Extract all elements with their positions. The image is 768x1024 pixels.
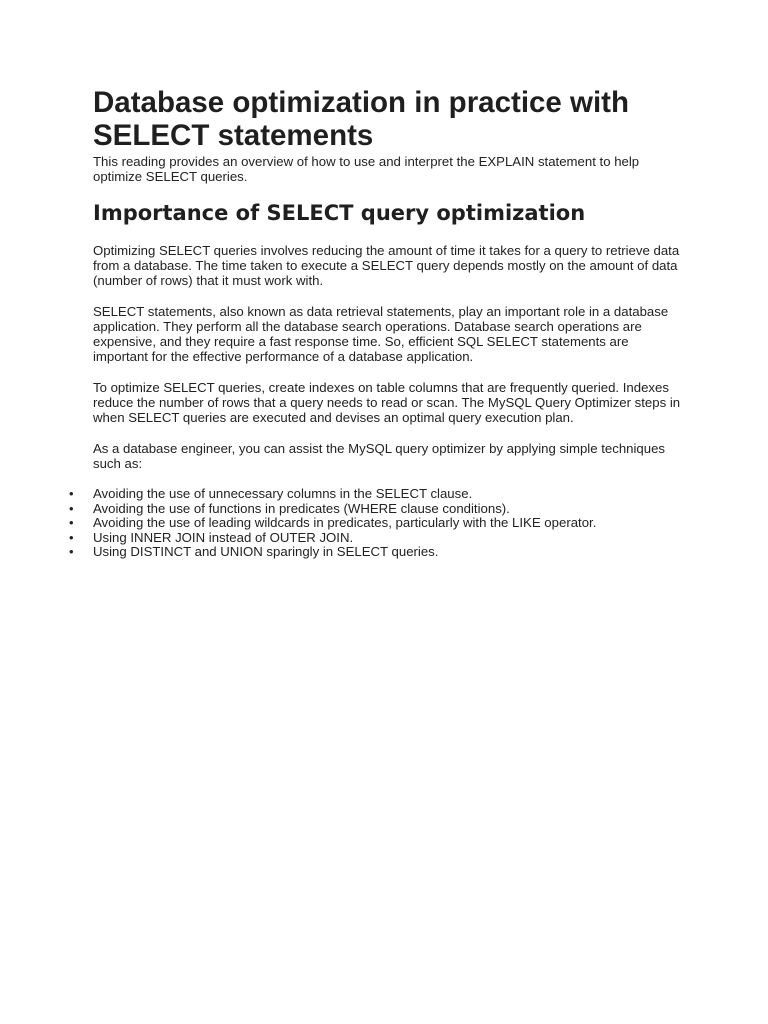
list-item <box>69 544 683 560</box>
bullet-icon: • <box>69 544 74 560</box>
document-title: Database optimization in practice with SELECT statements <box>93 86 630 152</box>
list-item-text: Avoiding the use of leading wildcards in predicates, particularly with the LIKE operator. <box>93 515 597 531</box>
body-paragraph: To optimize SELECT queries, create indexes on table columns that are frequently queried. Indexes reduce the number of rows that a query needs to read or scan. The MySQL Query Optimizer steps in when SELECT queries are executed and devises an optimal query execution plan. <box>93 380 681 425</box>
techniques-list <box>69 486 683 560</box>
intro-paragraph: This reading provides an overview of how to use and interpret the EXPLAIN statement to help optimize SELECT queries. <box>93 154 640 184</box>
body-paragraph: Optimizing SELECT queries involves reducing the amount of time it takes for a query to retrieve data from a database. The time taken to execute a SELECT query depends mostly on the amount of data (number of rows) that it must work with. <box>93 243 680 288</box>
list-item-text: Using INNER JOIN instead of OUTER JOIN. <box>93 529 354 545</box>
list-item-text: Avoiding the use of functions in predicates (WHERE clause conditions). <box>93 500 510 516</box>
list-item <box>69 529 683 546</box>
bullet-icon: • <box>69 529 74 545</box>
list-item <box>69 515 683 531</box>
bullet-icon: • <box>69 500 74 516</box>
bullet-icon: • <box>69 486 74 501</box>
body-paragraph: As a database engineer, you can assist the MySQL query optimizer by applying simple techniques such as: <box>93 441 666 471</box>
section-heading: Importance of SELECT query optimization <box>93 201 586 225</box>
list-item <box>69 486 683 502</box>
body-paragraph: SELECT statements, also known as data retrieval statements, play an important role in a database application. They perform all the database search operations. Database search operations are expensive, and they require a fast response time. So, efficient SQL SELECT statements are important for the effective performance of a database application. <box>93 304 669 364</box>
list-item <box>69 500 683 517</box>
document-page <box>69 86 683 560</box>
list-item-text: Using DISTINCT and UNION sparingly in SELECT queries. <box>93 544 439 560</box>
bullet-icon: • <box>69 515 74 531</box>
list-item-text: Avoiding the use of unnecessary columns in the SELECT clause. <box>93 486 473 501</box>
